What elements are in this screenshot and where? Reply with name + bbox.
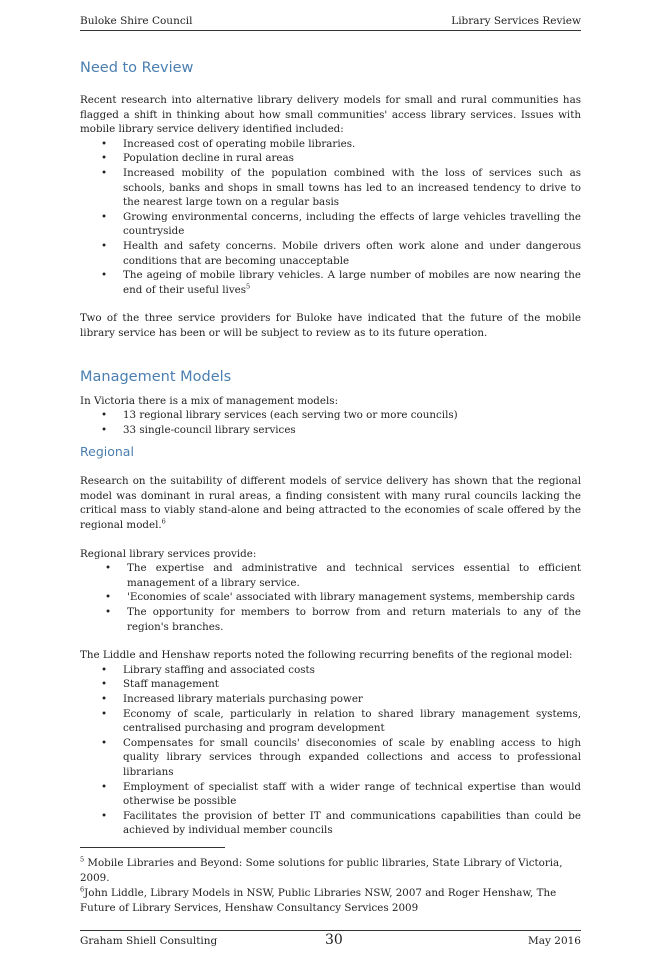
- list-item: • Employment of specialist staff with a wider range of technical expertise than would otherwise be possible: [101, 780, 581, 808]
- heading-need-to-review: Need to Review: [80, 60, 194, 76]
- management-bullet-list: [80, 408, 581, 437]
- list-item: • 13 regional library services (each serving two or more councils): [101, 409, 458, 422]
- regional-benefits-list: [80, 663, 581, 838]
- list-item: • Increased cost of operating mobile libraries.: [101, 137, 356, 150]
- list-item: • Growing environmental concerns, including the effects of large vehicles travelling the countryside: [101, 210, 581, 238]
- list-item: • The opportunity for members to borrow from and return materials to any of the region's branches.: [105, 606, 581, 633]
- footer-author: Graham Shiell Consulting: [80, 935, 218, 947]
- list-item: • 33 single-council library services: [101, 423, 296, 436]
- regional-provide-list: [80, 561, 581, 634]
- page-footer: [80, 930, 581, 951]
- footnotes: [80, 856, 581, 916]
- footnote: $^6$John Liddle, Library Models in NSW, Public Libraries NSW, 2007 and Roger Henshaw, The Future of Library Services, Henshaw Consultancy Services 2009: [80, 885, 557, 914]
- list-item: • Facilitates the provision of better IT and communications capabilities than could be achieved by individual member councils: [101, 809, 581, 837]
- need-outro: Two of the three service providers for Buloke have indicated that the future of the mobile library service has been or will be subject to review as to its future operation.: [80, 312, 581, 339]
- footnote: $^5$ Mobile Libraries and Beyond: Some solutions for public libraries, State Library of Victoria, 2009.: [80, 855, 563, 884]
- footnote-separator: [80, 847, 225, 848]
- regional-para: Research on the suitability of different models of service delivery has shown that the regional model was dominant in rural areas, a finding consistent with many rural councils lacking the critical mass to viably stand-alone and being attracted to the economies of scale offered by the regional model.$^6$: [80, 475, 581, 532]
- list-item: • Staff management: [101, 678, 219, 691]
- list-item: • 'Economies of scale' associated with library management systems, membership cards: [105, 591, 575, 604]
- page-number: 30: [325, 932, 343, 948]
- regional-provide-intro: Regional library services provide:: [80, 547, 257, 560]
- header-organization: Buloke Shire Council: [80, 15, 193, 27]
- heading-regional: Regional: [80, 444, 134, 460]
- list-item: • Compensates for small councils' diseconomies of scale by enabling access to high quality library services through expanded collections and access to professional librarians: [101, 736, 581, 778]
- heading-management-models: Management Models: [80, 368, 232, 385]
- list-item: • Increased library materials purchasing power: [101, 693, 363, 705]
- need-bullet-list: [80, 137, 581, 298]
- need-intro: Recent research into alternative library delivery models for small and rural communities has flagged a shift in thinking about how small communities' access library services. Issues with mobile library service delivery identified included:: [80, 94, 581, 136]
- list-item: • Increased mobility of the population combined with the loss of services such as schools, banks and shops in small towns has led to an increased tendency to drive to the nearest large town on a regular basis: [101, 166, 581, 209]
- list-item: • The expertise and administrative and technical services essential to efficient management of a library service.: [105, 562, 581, 589]
- list-item: • Library staffing and associated costs: [101, 663, 315, 676]
- footnote-ref: 6: [161, 517, 166, 526]
- management-intro: In Victoria there is a mix of management models:: [80, 394, 339, 407]
- list-item: • Population decline in rural areas: [101, 152, 294, 165]
- main-content: [80, 58, 581, 838]
- footnote-ref: 5: [246, 282, 251, 291]
- list-item: • The ageing of mobile library vehicles. A large number of mobiles are now nearing the end of their useful lives$^5$: [101, 269, 581, 296]
- header-document-title: Library Services Review: [451, 15, 581, 27]
- list-item: • Economy of scale, particularly in relation to shared library management systems, centralised purchasing and program development: [101, 707, 581, 735]
- page-header: [80, 14, 581, 31]
- regional-benefits-intro: The Liddle and Henshaw reports noted the following recurring benefits of the regional model:: [80, 649, 573, 662]
- footer-date: May 2016: [527, 935, 581, 947]
- list-item: • Health and safety concerns. Mobile drivers often work alone and under dangerous conditions that are becoming unacceptable: [101, 239, 581, 267]
